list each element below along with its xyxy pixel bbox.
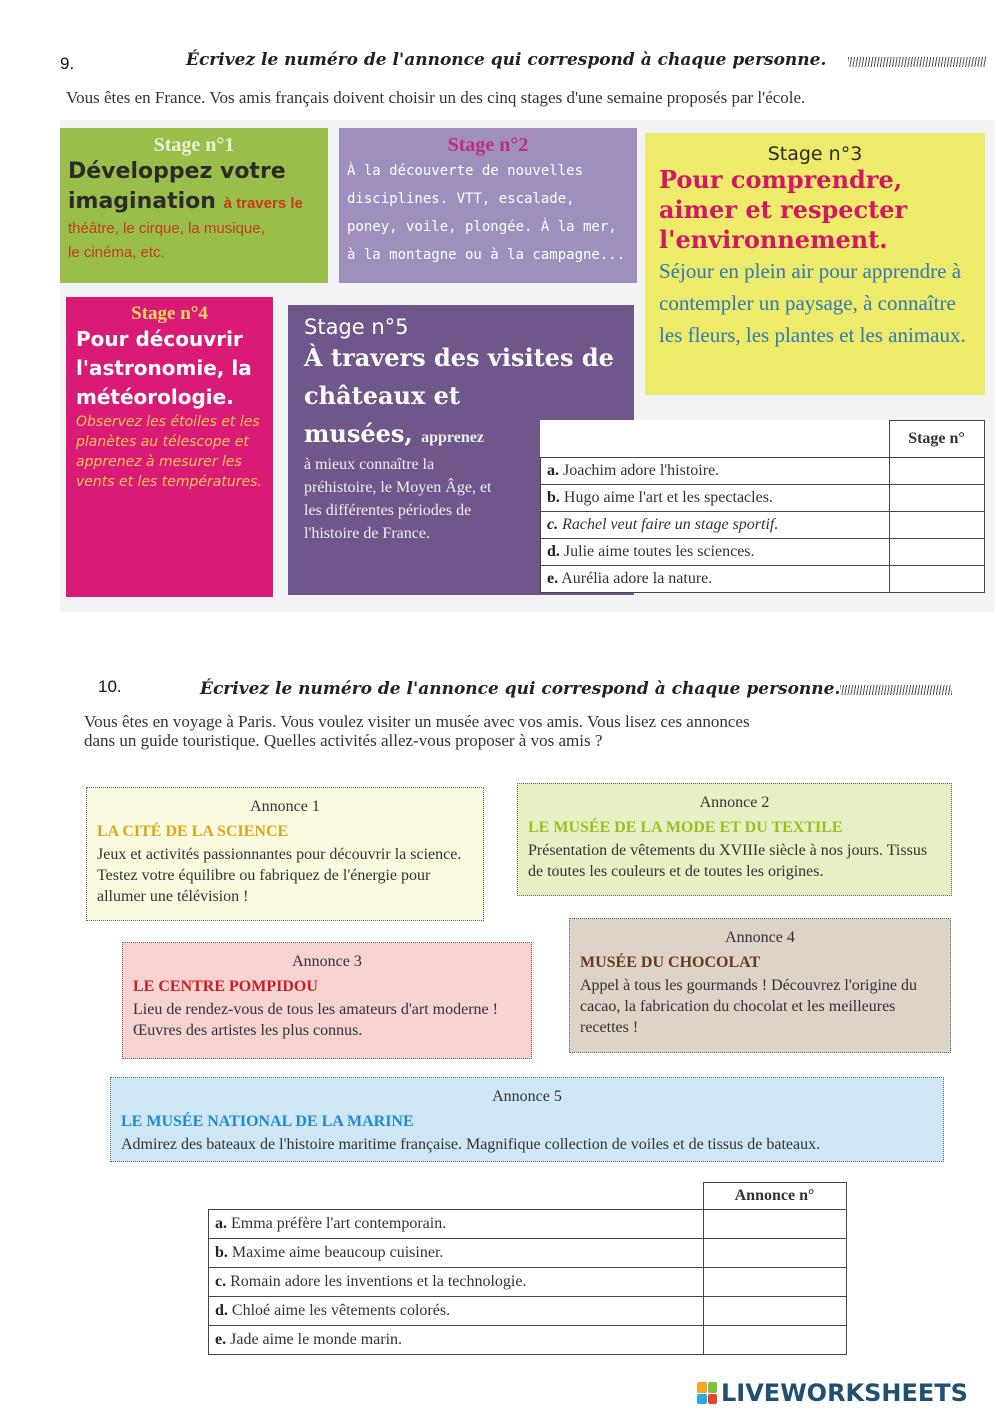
stage-4-text: Observez les étoiles et les planètes au télescope et apprenez à mesurer les vents et les températures. [76, 414, 262, 490]
answer-input-c[interactable] [889, 512, 984, 539]
table-header: Stage n° [889, 421, 984, 458]
stage-2-text: À la découverte de nouvelles disciplines. VTT, escalade, poney, voile, plongée. À la mer, à la montagne ou à la campagne... [347, 163, 626, 263]
annonce-2-text: Présentation de vêtements du XVIIIe siècle à nos jours. Tissus de toutes les couleurs et de toutes les origines. [528, 842, 928, 880]
annonce-4-card [569, 918, 951, 1053]
stage-5-label: Stage n°5 [304, 315, 409, 339]
stage-4-headline: Pour découvrir l'astronomie, la météorologie. [76, 327, 252, 409]
table-row: d. Julie aime toutes les sciences. [541, 539, 985, 566]
stage-3-card [645, 133, 985, 395]
annonce-5-label: Annonce 5 [492, 1088, 562, 1105]
stage-3-text: Séjour en plein air pour apprendre à contempler un paysage, à connaître les fleurs, les plantes et les animaux. [659, 259, 966, 347]
exercise-9-title: Écrivez le numéro de l'annonce qui correspond à chaque personne. [186, 50, 827, 70]
stage-2-label: Stage n°2 [447, 134, 529, 156]
exercise-9-intro: Vous êtes en France. Vos amis français doivent choisir un des cinq stages d'une semaine proposés par l'école. [66, 88, 806, 107]
table-row: c. Rachel veut faire un stage sportif. [541, 512, 985, 539]
exercise-10-number: 10. [98, 677, 122, 696]
table-row: a. Emma préfère l'art contemporain. [209, 1210, 847, 1239]
answer-input-e[interactable] [703, 1326, 846, 1355]
stage-4-label: Stage n°4 [131, 303, 208, 324]
exercise-10-title: Écrivez le numéro de l'annonce qui correspond à chaque personne. [200, 679, 841, 699]
empty-header-cell [541, 421, 890, 458]
exercise-10-intro: Vous êtes en voyage à Paris. Vous voulez visiter un musée avec vos amis. Vous lisez ces annonces dans un guide touristique. Quelles activités allez-vous proposer à vos amis ? [84, 712, 750, 750]
logo-grid-icon [697, 1382, 717, 1404]
answer-input-a[interactable] [889, 458, 984, 485]
title-hatching [840, 685, 952, 695]
annonce-1-label: Annonce 1 [250, 798, 320, 815]
annonce-2-title: LE MUSÉE DE LA MODE ET DU TEXTILE [528, 819, 843, 836]
title-hatching [848, 57, 986, 67]
stage-1-label: Stage n°1 [153, 134, 235, 156]
exercise-9-number: 9. [60, 54, 75, 73]
stage-5-text: à mieux connaître la préhistoire, le Moyen Âge, et les différentes périodes de l'histoire de France. [304, 456, 492, 542]
answer-input-c[interactable] [703, 1268, 846, 1297]
stage-4-card [66, 297, 273, 597]
exercise-9-answer-table [540, 420, 985, 593]
answer-input-e[interactable] [889, 566, 984, 593]
annonce-4-title: MUSÉE DU CHOCOLAT [580, 954, 761, 971]
table-row: b. Hugo aime l'art et les spectacles. [541, 485, 985, 512]
answer-input-d[interactable] [703, 1297, 846, 1326]
liveworksheets-logo [697, 1378, 968, 1408]
annonce-2-card [517, 783, 952, 896]
annonce-3-text: Lieu de rendez-vous de tous les amateurs d'art moderne ! Œuvres des artistes les plus connus. [133, 1001, 498, 1039]
table-row: e. Jade aime le monde marin. [209, 1326, 847, 1355]
annonce-4-text: Appel à tous les gourmands ! Découvrez l'origine du cacao, la fabrication du chocolat et les meilleures recettes ! [580, 977, 918, 1036]
annonce-1-title: LA CITÉ DE LA SCIENCE [97, 823, 289, 840]
logo-text: LIVEWORKSHEETS [721, 1379, 968, 1407]
annonce-3-label: Annonce 3 [292, 953, 362, 970]
empty-header-cell [209, 1183, 704, 1210]
exercise-10-answer-table [208, 1182, 847, 1355]
annonce-1-card [86, 787, 484, 921]
table-header: Annonce n° [703, 1183, 846, 1210]
annonce-5-card [110, 1077, 944, 1162]
table-row: c. Romain adore les inventions et la technologie. [209, 1268, 847, 1297]
annonce-3-title: LE CENTRE POMPIDOU [133, 978, 318, 995]
stage-1-headline: Développez votre imagination à travers le [68, 159, 303, 214]
answer-input-d[interactable] [889, 539, 984, 566]
stage-2-card [339, 128, 637, 283]
stage-3-headline: Pour comprendre, aimer et respecter l'environnement. [659, 165, 908, 254]
annonce-3-card [122, 942, 532, 1059]
stage-1-card [60, 128, 328, 283]
table-row: e. Aurélia adore la nature. [541, 566, 985, 593]
table-row: d. Chloé aime les vêtements colorés. [209, 1297, 847, 1326]
answer-input-a[interactable] [703, 1210, 846, 1239]
annonce-2-label: Annonce 2 [699, 794, 770, 811]
stage-1-text: théâtre, le cirque, la musique, le cinéma, etc. [68, 220, 265, 261]
stage-5-headline: À travers des visites de châteaux et musées, apprenez [304, 343, 614, 448]
annonce-5-text: Admirez des bateaux de l'histoire maritime française. Magnifique collection de voiles et de tissus de bateaux. [121, 1136, 821, 1153]
answer-input-b[interactable] [889, 485, 984, 512]
annonce-4-label: Annonce 4 [725, 929, 795, 946]
stage-3-label: Stage n°3 [767, 143, 863, 165]
annonce-5-title: LE MUSÉE NATIONAL DE LA MARINE [121, 1113, 414, 1130]
annonce-1-text: Jeux et activités passionnantes pour découvrir la science. Testez votre équilibre ou fabriquez de l'énergie pour allumer une télévision ! [97, 846, 462, 905]
table-row: b. Maxime aime beaucoup cuisiner. [209, 1239, 847, 1268]
answer-input-b[interactable] [703, 1239, 846, 1268]
table-row: a. Joachim adore l'histoire. [541, 458, 985, 485]
